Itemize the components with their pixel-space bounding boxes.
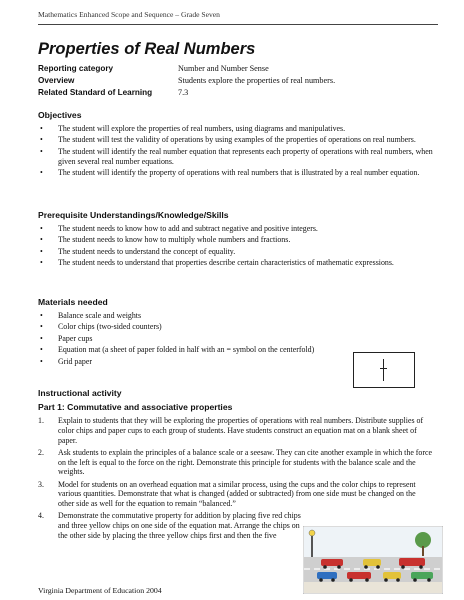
meta-row [38, 74, 438, 86]
mat-fold-line [383, 359, 384, 381]
list-item: • Grid paper [38, 357, 433, 367]
equation-mat-illustration [353, 352, 415, 388]
meta-label: Related Standard of Learning [38, 87, 153, 97]
list-item: • Paper cups [38, 334, 433, 344]
meta-value: Number and Number Sense [178, 63, 269, 73]
prereq-list [38, 224, 433, 270]
meta-row [38, 86, 438, 98]
list-item: • Equation mat (a sheet of paper folded in half with an = symbol on the centerfold) [38, 345, 433, 355]
lesson-meta [38, 62, 438, 98]
list-item: • The student will identify the property of operations with real numbers that is illustrated by a real number equation. [38, 168, 433, 178]
list-item: • Balance scale and weights [38, 311, 433, 321]
list-item: • The student will test the validity of operations by using examples of the properties of operations on real numbers. [38, 135, 433, 145]
step-text: Ask students to explain the principles of a balance scale or a seesaw. They can cite another example in which the force on the left is equal to the force on the right. Demonstrate this principle for students with the balance scale and the weights. [58, 447, 433, 477]
meta-label: Reporting category [38, 63, 114, 73]
list-item: • Color chips (two-sided counters) [38, 322, 433, 332]
list-item [38, 416, 433, 445]
step-number: 3. [38, 479, 44, 489]
page-title: Properties of Real Numbers [38, 40, 256, 58]
meta-value: 7.3 [178, 87, 189, 97]
list-item: • The student needs to understand the concept of equality. [38, 247, 433, 257]
step-number: 4. [38, 511, 44, 521]
list-item: • The student needs to know how to multiply whole numbers and fractions. [38, 235, 433, 245]
prereq-heading: Prerequisite Understandings/Knowledge/Skills [38, 210, 229, 220]
traffic-illustration [303, 526, 443, 594]
activity-heading: Instructional activity [38, 388, 122, 398]
meta-label: Overview [38, 75, 75, 85]
list-item [38, 448, 433, 477]
document-footer: Virginia Department of Education 2004 [38, 586, 162, 595]
meta-value: Students explore the properties of real numbers. [178, 75, 336, 85]
document-header: Mathematics Enhanced Scope and Sequence – Grade Seven [38, 10, 220, 19]
step-text: Demonstrate the commutative property for addition by placing five red chips and three yellow chips on one side of the equation mat. Arrange the chips on the other side by placing the three yellow chips first and then the five [58, 511, 301, 540]
materials-heading: Materials needed [38, 297, 108, 307]
step-text: Model for students on an overhead equation mat a similar process, using the cups and the color chips to represent various quantities. Demonstrate that what is changed (added or subtracted) from one side must be changed on the other side as well for the equation to remain “balanced.” [58, 479, 416, 509]
meta-row [38, 62, 438, 74]
activity-steps [38, 416, 433, 543]
step-number: 1. [38, 416, 44, 425]
header-rule [38, 24, 438, 25]
activity-part-heading: Part 1: Commutative and associative properties [38, 402, 233, 412]
list-item: • The student will explore the properties of real numbers, using diagrams and manipulatives. [38, 124, 433, 134]
list-item [38, 480, 433, 509]
list-item: • The student needs to understand that properties describe certain characteristics of mathematic expressions. [38, 258, 433, 268]
mat-equals-mark [380, 368, 387, 369]
objectives-list [38, 124, 433, 179]
list-item [38, 511, 303, 540]
list-item: • The student will identify the real number equation that represents each property of operations with real numbers, when given several real number equations. [38, 147, 433, 167]
step-text: Explain to students that they will be exploring the properties of operations with real numbers. Distribute supplies of color chips and paper cups to each group of students. Have students construct an equation mat on a blank sheet of paper. [58, 416, 424, 445]
step-number: 2. [38, 447, 44, 457]
list-item: • The student needs to know how to add and subtract negative and positive integers. [38, 224, 433, 234]
objectives-heading: Objectives [38, 110, 82, 120]
